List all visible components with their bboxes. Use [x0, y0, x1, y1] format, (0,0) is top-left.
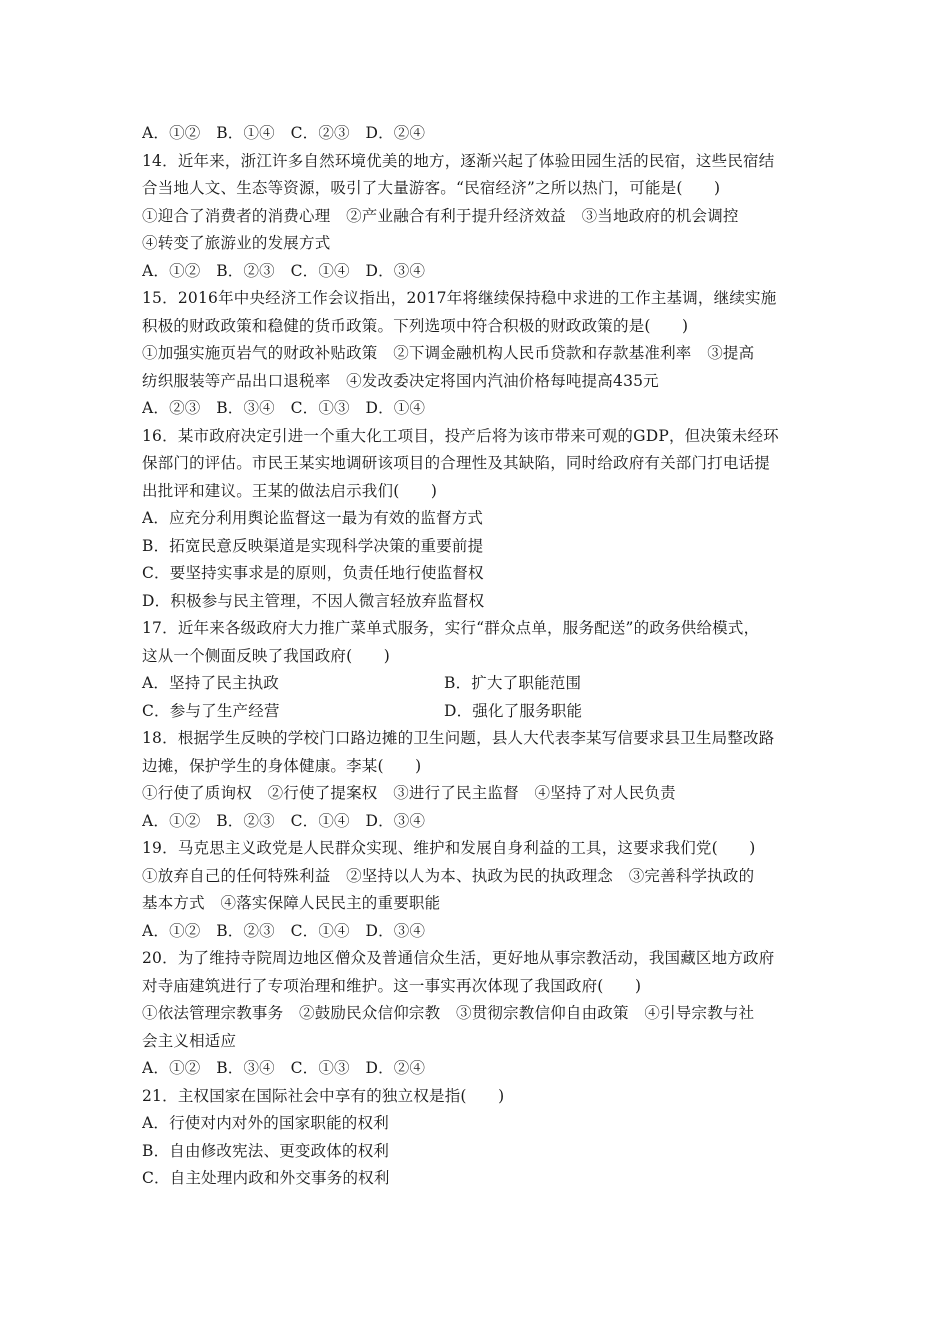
q19-stem-line-1: 19．马克思主义政党是人民群众实现、维护和发展自身利益的工具，这要求我们党( ): [142, 839, 756, 857]
q15-options: A．②③ B．③④ C．①③ D．①④: [142, 399, 426, 417]
question-20: [142, 945, 814, 1083]
q16-choice-d: D．积极参与民主管理，不因人微言轻放弃监督权: [142, 591, 485, 610]
q17-choices-row-2: [142, 698, 814, 726]
q16-stem-line-2: 保部门的评估。市民王某实地调研该项目的合理性及其缺陷，同时给政府有关部门打电话提: [142, 454, 771, 472]
q14-items-line-2: ④转变了旅游业的发展方式: [142, 234, 331, 252]
q17-stem-line-2: 这从一个侧面反映了我国政府( ): [142, 646, 390, 665]
q20-options: A．①② B．③④ C．①③ D．②④: [142, 1059, 426, 1077]
q16-stem-line-3: 出批评和建议。王某的做法启示我们( ): [142, 481, 438, 500]
exam-content: [142, 120, 814, 1193]
q21-choice-a: A．行使对内对外的国家职能的权利: [142, 1114, 389, 1132]
question-14: [142, 148, 814, 286]
q17-stem-line-1: 17．近年来各级政府大力推广菜单式服务，实行“群众点单，服务配送”的政务供给模式，: [142, 619, 760, 637]
q18-items-line-1: ①行使了质询权 ②行使了提案权 ③进行了民主监督 ④坚持了对人民负责: [142, 784, 676, 802]
q14-options: A．①② B．②③ C．①④ D．③④: [142, 261, 426, 280]
q14-stem-line-2: 合当地人文、生态等资源，吸引了大量游客。“民宿经济”之所以热门，可能是( ): [142, 179, 721, 197]
q15-items-line-1: ①加强实施页岩气的财政补贴政策 ②下调金融机构人民币贷款和存款基准利率 ③提高: [142, 344, 755, 362]
q20-stem-line-2: 对寺庙建筑进行了专项治理和维护。这一事实再次体现了我国政府( ): [142, 976, 642, 995]
q14-stem-line-1: 14．近年来，浙江许多自然环境优美的地方，逐渐兴起了体验田园生活的民宿，这些民宿结: [142, 151, 775, 170]
q14-items-line-1: ①迎合了消费者的消费心理 ②产业融合有利于提升经济效益 ③当地政府的机会调控: [142, 206, 739, 225]
q16-stem-line-1: 16．某市政府决定引进一个重大化工项目，投产后将为该市带来可观的GDP，但决策未经环: [142, 426, 779, 445]
question-19: [142, 835, 814, 945]
q16-choice-c: C．要坚持实事求是的原则，负责任地行使监督权: [142, 564, 484, 582]
q20-stem-line-1: 20．为了维持寺院周边地区僧众及普通信众生活，更好地从事宗教活动，我国藏区地方政府: [142, 949, 775, 967]
question-17: [142, 615, 814, 725]
q16-choice-b: B．拓宽民意反映渠道是实现科学决策的重要前提: [142, 536, 484, 555]
question-18: [142, 725, 814, 835]
q19-items-line-1: ①放弃自己的任何特殊利益 ②坚持以人为本、执政为民的执政理念 ③完善科学执政的: [142, 866, 755, 885]
q17-choice-d: D．强化了服务职能: [444, 701, 583, 720]
q15-stem-line-2: 积极的财政政策和稳健的货币政策。下列选项中符合积极的财政政策的是( ): [142, 316, 689, 335]
q16-choice-a: A．应充分利用舆论监督这一最为有效的监督方式: [142, 509, 484, 527]
q21-choice-b: B．自由修改宪法、更变政体的权利: [142, 1141, 390, 1160]
q20-items-line-2: 会主义相适应: [142, 1031, 237, 1050]
q19-options: A．①② B．②③ C．①④ D．③④: [142, 921, 426, 940]
q19-items-line-2: 基本方式 ④落实保障人民民主的重要职能: [142, 894, 441, 912]
q21-stem-line-1: 21．主权国家在国际社会中享有的独立权是指( ): [142, 1086, 505, 1105]
q21-choice-c: C．自主处理内政和外交事务的权利: [142, 1169, 390, 1187]
q18-options: A．①② B．②③ C．①④ D．③④: [142, 811, 426, 830]
q18-stem-line-2: 边摊，保护学生的身体健康。李某( ): [142, 756, 422, 775]
q13-options: A．①② B．①④ C．②③ D．②④: [142, 124, 426, 142]
q17-choice-a: A．坚持了民主执政: [142, 674, 279, 692]
q20-items-line-1: ①依法管理宗教事务 ②鼓励民众信仰宗教 ③贯彻宗教信仰自由政策 ④引导宗教与社: [142, 1004, 755, 1022]
question-15: [142, 285, 814, 423]
question-16: [142, 423, 814, 616]
q15-stem-line-1: 15．2016年中央经济工作会议指出，2017年将继续保持稳中求进的工作主基调，继续实施: [142, 289, 777, 307]
q17-choice-c: C．参与了生产经营: [142, 701, 280, 720]
q17-choice-b: B．扩大了职能范围: [444, 674, 582, 692]
question-21: [142, 1083, 814, 1193]
q15-items-line-2: 纺织服装等产品出口退税率 ④发改委决定将国内汽油价格每吨提高435元: [142, 371, 659, 390]
q17-choices-row-1: [142, 670, 814, 698]
q18-stem-line-1: 18．根据学生反映的学校门口路边摊的卫生问题，县人大代表李某写信要求县卫生局整改路: [142, 729, 775, 747]
